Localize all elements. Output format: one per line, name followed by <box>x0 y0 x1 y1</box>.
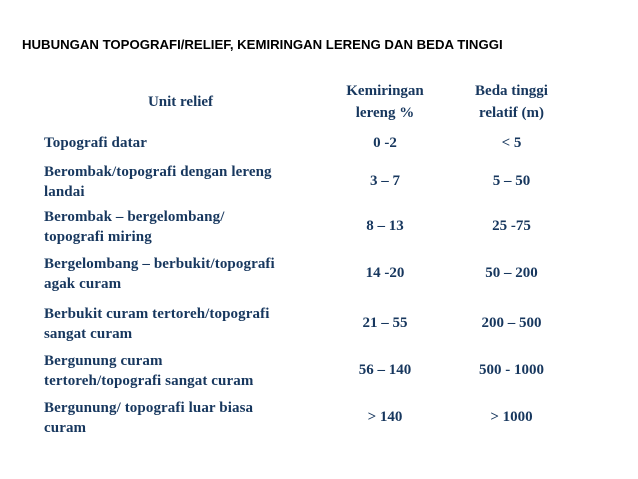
row-unit-line2: tertoreh/topografi sangat curam <box>44 373 254 389</box>
row-slope: 14 -20 <box>365 265 405 281</box>
header-unit-relief <box>38 91 323 113</box>
row-unit-line1: Berombak/topografi dengan lereng <box>44 164 272 180</box>
row-slope: 21 – 55 <box>362 315 408 331</box>
row-unit <box>44 351 324 391</box>
row-unit-line2: curam <box>44 420 87 436</box>
row-height: 25 -75 <box>492 218 531 234</box>
row-unit-line1: Topografi datar <box>44 135 148 151</box>
row-slope: 8 – 13 <box>366 218 404 234</box>
row-slope: > 140 <box>367 409 403 425</box>
header-slope <box>330 80 440 124</box>
row-unit <box>44 207 324 247</box>
row-unit <box>44 304 324 344</box>
header-height-line1: Beda tinggi <box>475 83 548 99</box>
row-unit-line1: Bergunung/ topografi luar biasa <box>44 400 254 416</box>
row-unit <box>44 254 324 294</box>
row-unit-line1: Berbukit curam tertoreh/topografi <box>44 306 270 322</box>
row-unit-line2: topografi miring <box>44 229 152 245</box>
row-unit-line1: Berombak – bergelombang/ <box>44 209 225 225</box>
row-unit-line1: Bergunung curam <box>44 353 163 369</box>
header-unit-label: Unit relief <box>147 94 214 110</box>
row-unit-line2: sangat curam <box>44 326 133 342</box>
row-height: 50 – 200 <box>485 265 538 281</box>
row-height: > 1000 <box>490 409 533 425</box>
row-height: 5 – 50 <box>492 173 531 189</box>
row-height: < 5 <box>501 135 522 151</box>
header-height-line2: relatif (m) <box>478 105 545 121</box>
row-height: 500 - 1000 <box>479 362 544 378</box>
row-height: 200 – 500 <box>481 315 542 331</box>
row-slope: 3 – 7 <box>370 173 400 189</box>
row-unit <box>44 162 324 202</box>
header-height <box>449 80 574 124</box>
slide-title: HUBUNGAN TOPOGRAFI/RELIEF, KEMIRINGAN LERENG DAN BEDA TINGGI <box>22 37 503 52</box>
header-slope-line1: Kemiringan <box>346 83 424 99</box>
row-unit-line1: Bergelombang – berbukit/topografi <box>44 256 275 272</box>
row-unit <box>44 133 324 153</box>
header-slope-line2: lereng % <box>355 105 415 121</box>
row-unit <box>44 398 324 438</box>
row-unit-line2: agak curam <box>44 276 122 292</box>
row-slope: 56 – 140 <box>358 362 412 378</box>
row-unit-line2: landai <box>44 184 85 200</box>
row-slope: 0 -2 <box>373 135 397 151</box>
